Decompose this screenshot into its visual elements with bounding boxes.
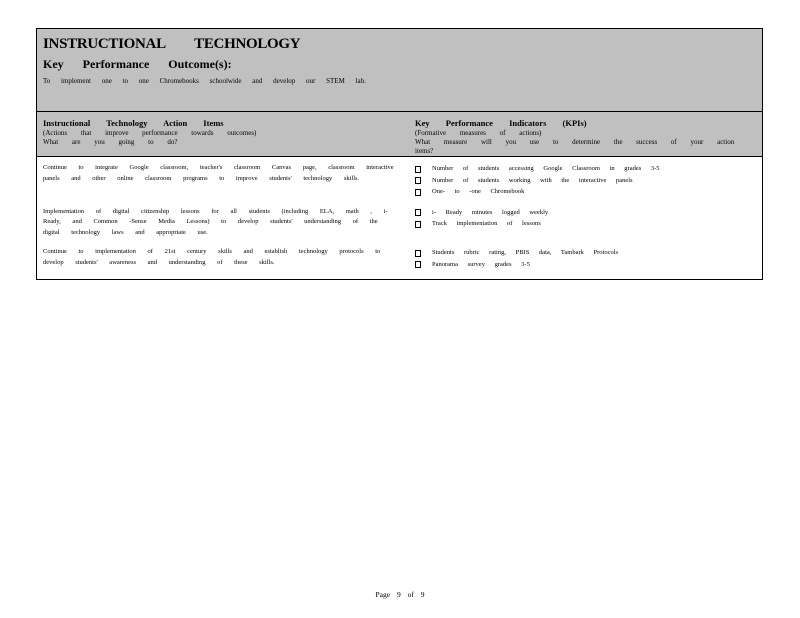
action-items-header <box>37 112 409 156</box>
kpi-list <box>409 207 762 239</box>
kpi-item: Number of students working with the interactive panels <box>415 175 756 187</box>
kpo-text: To implement one to one Chromebooks schoolwide and develop our STEM lab. <box>43 77 366 85</box>
kpi-subtitle: (Formative measures of actions) <box>415 129 542 137</box>
checkbox-bullet-icon <box>415 261 421 268</box>
section-title: INSTRUCTIONAL TECHNOLOGY <box>43 36 301 52</box>
action-items-question: What are you going to do? <box>43 138 178 146</box>
checkbox-bullet-icon <box>415 221 421 228</box>
kpi-list <box>409 247 762 270</box>
table-row <box>37 207 762 239</box>
action-item: Continue to integrate Google classroom, teacher's classroom Canvas page, classroom interactive panels and other online classroom programs to improve students' technology skills. <box>43 164 394 182</box>
table-row <box>37 163 762 198</box>
checkbox-bullet-icon <box>415 250 421 257</box>
table-row <box>37 247 762 270</box>
action-items-title: Instructional Technology Action Items <box>43 118 224 128</box>
action-item: Implementation of digital citizenship lessons for all students (including ELA, math , i- Ready, and Common -Sense Media Lessons) to develop students' understanding of the digital technology laws and appropriate use. <box>43 207 388 236</box>
checkbox-bullet-icon <box>415 177 421 184</box>
kpi-item: Number of students accessing Google Classroom in grades 3-5 <box>415 163 756 175</box>
section-header <box>36 28 763 112</box>
table-header <box>37 112 762 157</box>
checkbox-bullet-icon <box>415 189 421 196</box>
kpi-header <box>409 112 762 156</box>
checkbox-bullet-icon <box>415 166 421 173</box>
kpi-item: Panorama survey grades 3-5 <box>415 259 756 271</box>
kpi-item: Track implementation of lessons <box>415 218 756 230</box>
kpi-question: What measure will you use to determine the success of your action items? <box>415 138 735 155</box>
kpi-list <box>409 163 762 198</box>
action-item: Continue to implementation of 21st century skills and establish technology protocols to develop students' awareness and understanding of these skills. <box>43 248 381 266</box>
kpi-item: Students rubric rating, PBIS data, Tambark Protocols <box>415 247 756 259</box>
action-items-subtitle: (Actions that improve performance towards outcomes) <box>43 129 257 137</box>
kpi-item: i- Ready minutes logged weekly <box>415 207 756 219</box>
page-number: Page 9 of 9 <box>375 590 425 599</box>
kpi-item: One- to -one Chromebook <box>415 186 756 198</box>
document-section <box>36 28 763 280</box>
table-body <box>37 157 762 279</box>
action-kpi-table <box>36 112 763 280</box>
checkbox-bullet-icon <box>415 209 421 216</box>
kpi-title: Key Performance Indicators (KPIs) <box>415 118 587 128</box>
kpo-label: Key Performance Outcome(s): <box>43 57 232 71</box>
